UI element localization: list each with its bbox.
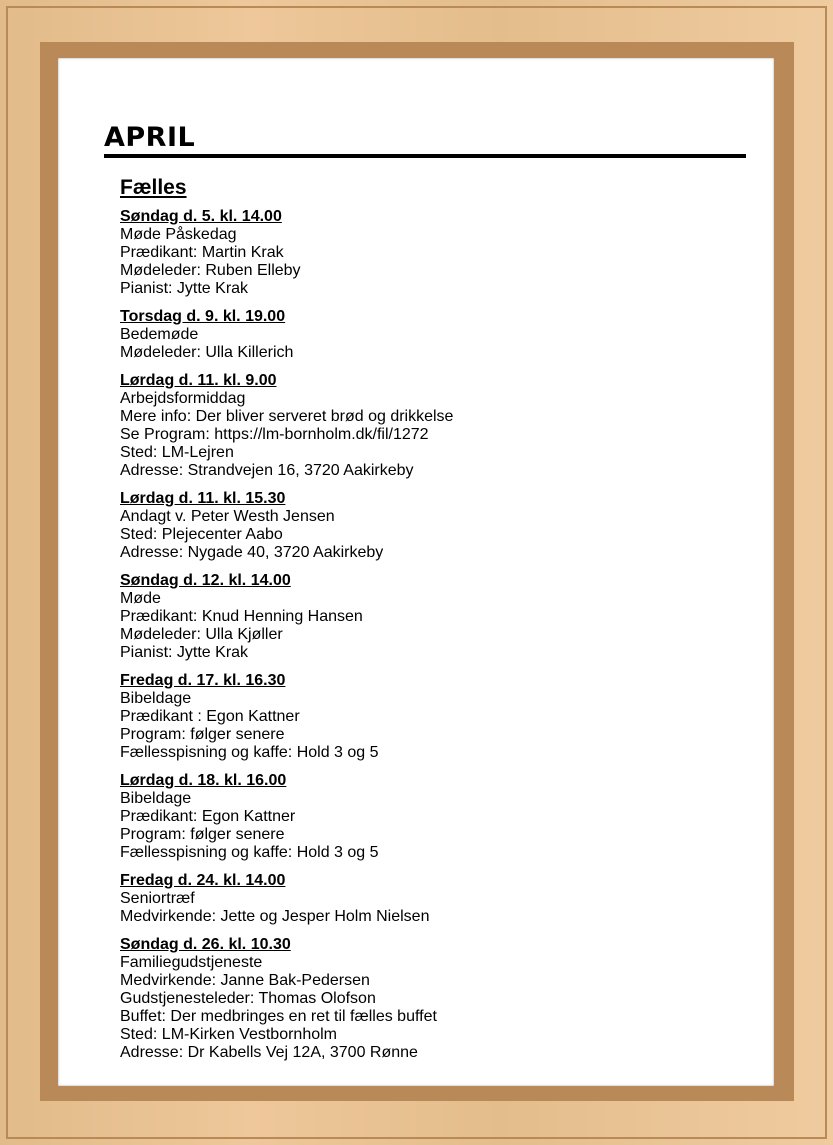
event-detail: Medvirkende: Jette og Jesper Holm Nielsen <box>120 908 430 925</box>
event-detail: Mødeleder: Ulla Killerich <box>120 344 294 361</box>
event-detail: Pianist: Jytte Krak <box>120 280 249 297</box>
event-entry <box>120 872 740 926</box>
event-detail: Sted: LM-Lejren <box>120 444 234 461</box>
event-date: Søndag d. 26. kl. 10.30 <box>120 936 291 953</box>
event-date: Lørdag d. 11. kl. 15.30 <box>120 490 286 507</box>
event-entry <box>120 308 740 362</box>
event-detail: Prædikant: Knud Henning Hansen <box>120 608 363 625</box>
event-entry <box>120 372 740 480</box>
event-detail: Gudstjenesteleder: Thomas Olofson <box>120 990 376 1007</box>
event-detail: Mere info: Der bliver serveret brød og drikkelse <box>120 408 454 425</box>
event-detail: Adresse: Strandvejen 16, 3720 Aakirkeby <box>120 462 414 479</box>
event-detail: Seniortræf <box>120 890 195 907</box>
event-entry <box>120 490 740 562</box>
event-detail: Sted: LM-Kirken Vestbornholm <box>120 1026 337 1043</box>
event-detail: Prædikant: Martin Krak <box>120 244 284 261</box>
event-date: Lørdag d. 18. kl. 16.00 <box>120 772 287 789</box>
event-entry <box>120 572 740 662</box>
event-date: Fredag d. 17. kl. 16.30 <box>120 672 286 689</box>
document-page <box>58 58 774 1086</box>
event-entry <box>120 936 740 1062</box>
event-detail: Bedemøde <box>120 326 199 343</box>
event-date: Søndag d. 12. kl. 14.00 <box>120 572 291 589</box>
events-container <box>120 208 740 1062</box>
event-detail: Mødeleder: Ulla Kjøller <box>120 626 283 643</box>
event-entry <box>120 208 740 298</box>
event-detail: Buffet: Der medbringes en ret til fælles buffet <box>120 1008 437 1025</box>
event-detail: Arbejdsformiddag <box>120 390 246 407</box>
event-detail: Prædikant: Egon Kattner <box>120 808 296 825</box>
event-detail: Møde <box>120 590 161 607</box>
event-date: Torsdag d. 9. kl. 19.00 <box>120 308 286 325</box>
event-detail: Adresse: Dr Kabells Vej 12A, 3700 Rønne <box>120 1044 418 1061</box>
event-date: Lørdag d. 11. kl. 9.00 <box>120 372 277 389</box>
event-detail: Adresse: Nygade 40, 3720 Aakirkeby <box>120 544 384 561</box>
section-title: Fælles <box>120 176 187 199</box>
event-detail: Andagt v. Peter Westh Jensen <box>120 508 335 525</box>
event-detail: Program: følger senere <box>120 826 285 843</box>
event-detail: Sted: Plejecenter Aabo <box>120 526 283 543</box>
heading-rule <box>104 154 746 158</box>
event-list <box>120 174 740 1072</box>
event-detail: Bibeldage <box>120 790 192 807</box>
event-detail: Program: følger senere <box>120 726 285 743</box>
event-detail: Fællesspisning og kaffe: Hold 3 og 5 <box>120 844 379 861</box>
event-detail: Medvirkende: Janne Bak-Pedersen <box>120 972 370 989</box>
event-entry <box>120 772 740 862</box>
event-detail: Prædikant : Egon Kattner <box>120 708 300 725</box>
event-date: Fredag d. 24. kl. 14.00 <box>120 872 286 889</box>
event-detail: Fællesspisning og kaffe: Hold 3 og 5 <box>120 744 379 761</box>
event-entry <box>120 672 740 762</box>
event-detail: Mødeleder: Ruben Elleby <box>120 262 301 279</box>
event-detail: Pianist: Jytte Krak <box>120 644 249 661</box>
month-heading: APRIL <box>104 122 196 153</box>
event-detail: Bibeldage <box>120 690 192 707</box>
event-detail: Møde Påskedag <box>120 226 237 243</box>
event-detail: Se Program: https://lm-bornholm.dk/fil/1272 <box>120 426 429 443</box>
event-date: Søndag d. 5. kl. 14.00 <box>120 208 282 225</box>
event-detail: Familiegudstjeneste <box>120 954 263 971</box>
